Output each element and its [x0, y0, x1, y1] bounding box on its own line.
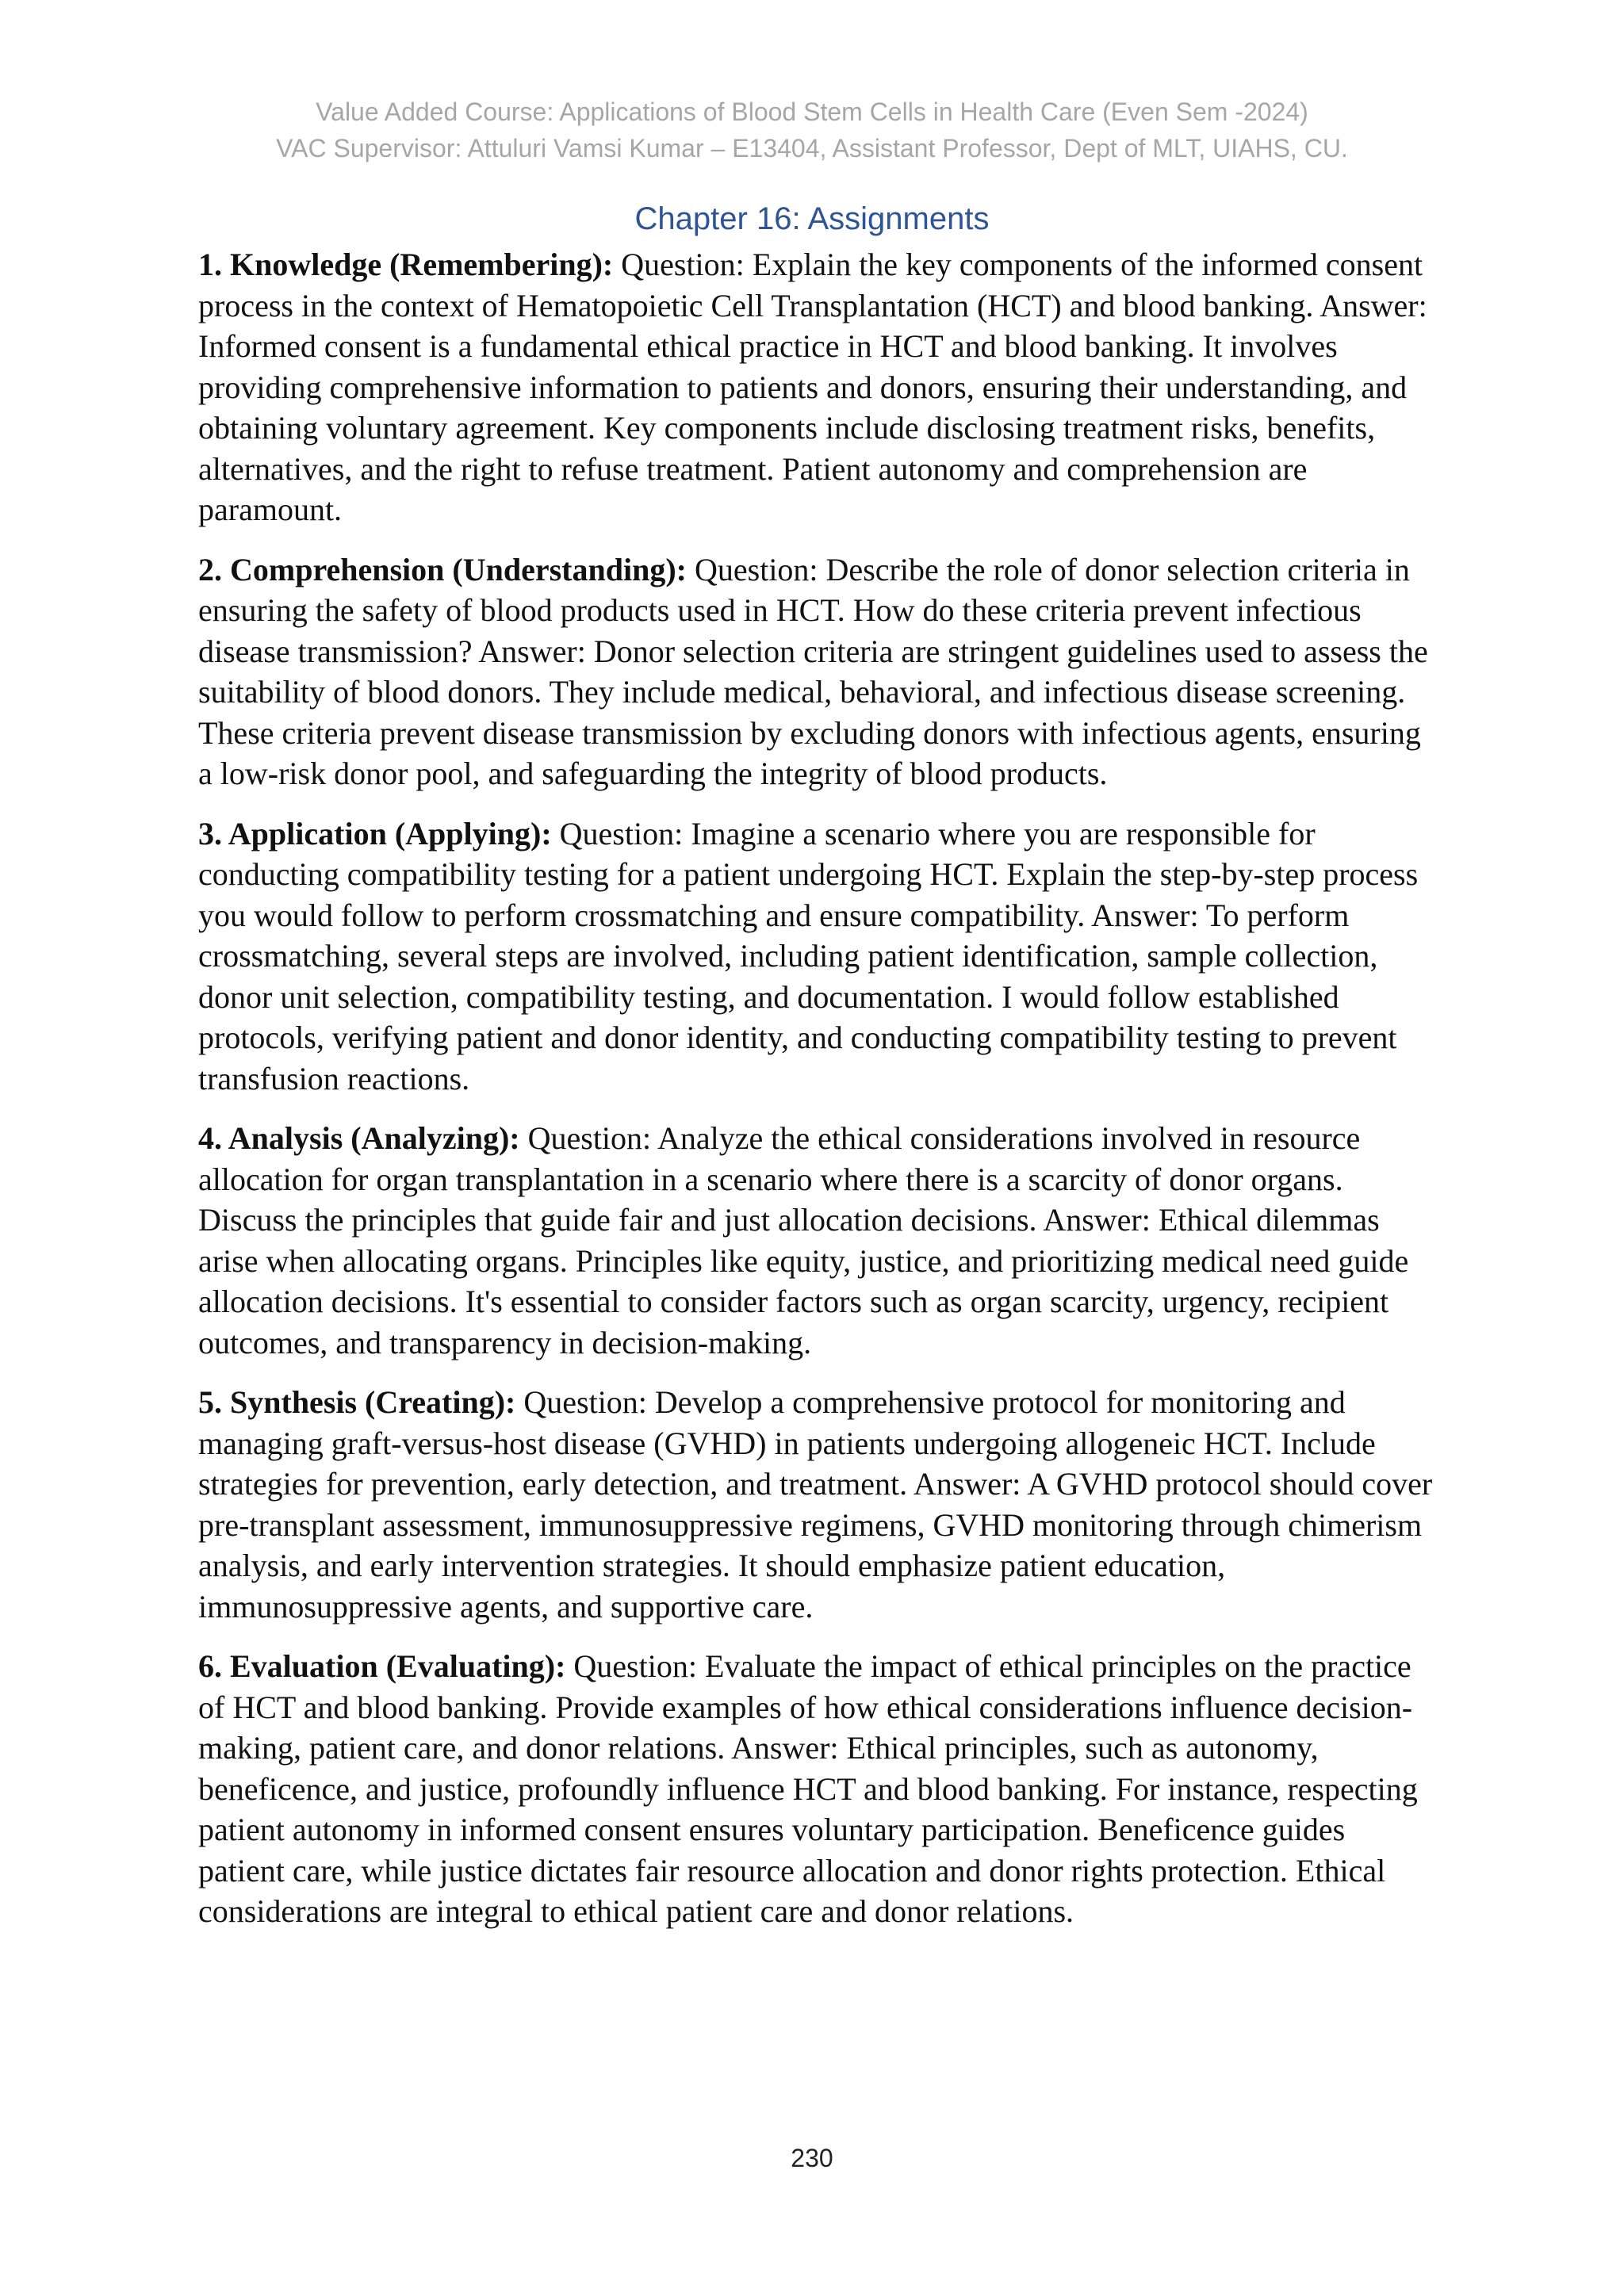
assignment-heading: 4. Analysis (Analyzing): — [198, 1120, 520, 1156]
assignment-item-evaluation — [198, 1646, 1435, 1932]
assignment-heading: 2. Comprehension (Understanding): — [198, 551, 687, 587]
assignment-item-application — [198, 813, 1435, 1100]
assignment-body: Question: Evaluate the impact of ethical principles on the practice of HCT and blood banking. Provide examples of how ethical considerations influence decision-making, patient care, and donor relations. Answer: Ethical principles, such as autonomy, beneficence, and justice, profoundly influence HCT and blood banking. For instance, respecting patient autonomy in informed consent ensures voluntary participation. Beneficence guides patient care, while justice dictates fair resource allocation and donor rights protection. Ethical considerations are integral to ethical patient care and donor relations. — [198, 1648, 1418, 1929]
assignment-heading: 1. Knowledge (Remembering): — [198, 247, 614, 282]
page-number: 230 — [791, 2144, 833, 2172]
assignment-list — [198, 244, 1435, 1951]
chapter-title: Chapter 16: Assignments — [634, 201, 990, 236]
assignment-body: Question: Develop a comprehensive protocol for monitoring and managing graft-versus-host disease (GVHD) in patients undergoing allogeneic HCT. Include strategies for prevention, early detection, and treatment. Answer: A GVHD protocol should cover pre-transplant assessment, immunosuppressive regimens, GVHD monitoring through chimerism analysis, and early intervention strategies. It should emphasize patient education, immunosuppressive agents, and supportive care. — [198, 1384, 1433, 1624]
header-course-line: Value Added Course: Applications of Blood Stem Cells in Health Care (Even Sem -2024) — [316, 98, 1308, 126]
assignment-body: Question: Analyze the ethical considerations involved in resource allocation for organ transplantation in a scenario where there is a scarcity of donor organs. Discuss the principles that guide fair and just allocation decisions. Answer: Ethical dilemmas arise when allocating organs. Principles like equity, justice, and prioritizing medical need guide allocation decisions. It's essential to consider factors such as organ scarcity, urgency, recipient outcomes, and transparency in decision-making. — [198, 1120, 1409, 1360]
assignment-body: Question: Explain the key components of the informed consent process in the context of Hematopoietic Cell Transplantation (HCT) and blood banking. Answer: Informed consent is a fundamental ethical practice in HCT and blood banking. It involves providing comprehensive information to patients and donors, ensuring their understanding, and obtaining voluntary agreement. Key components include disclosing treatment risks, benefits, alternatives, and the right to refuse treatment. Patient autonomy and comprehension are paramount. — [198, 247, 1427, 527]
assignment-item-synthesis — [198, 1382, 1435, 1627]
assignment-item-knowledge — [198, 244, 1435, 530]
assignment-body: Question: Imagine a scenario where you are responsible for conducting compatibility testing for a patient undergoing HCT. Explain the step-by-step process you would follow to perform crossmatching and ensure compatibility. Answer: To perform crossmatching, several steps are involved, including patient identification, sample collection, donor unit selection, compatibility testing, and documentation. I would follow established protocols, verifying patient and donor identity, and conducting compatibility testing to prevent transfusion reactions. — [198, 815, 1419, 1096]
assignment-heading: 5. Synthesis (Creating): — [198, 1384, 516, 1420]
running-header — [0, 94, 1624, 166]
header-supervisor-line: VAC Supervisor: Attuluri Vamsi Kumar – E13404, Assistant Professor, Dept of MLT, UIAHS, CU. — [276, 134, 1348, 163]
assignment-body: Question: Describe the role of donor selection criteria in ensuring the safety of blood products used in HCT. How do these criteria prevent infectious disease transmission? Answer: Donor selection criteria are stringent guidelines used to assess the suitability of blood donors. They include medical, behavioral, and infectious disease screening. These criteria prevent disease transmission by excluding donors with infectious agents, ensuring a low-risk donor pool, and safeguarding the integrity of blood products. — [198, 551, 1428, 791]
assignment-item-analysis — [198, 1118, 1435, 1363]
assignment-item-comprehension — [198, 549, 1435, 794]
assignment-heading: 6. Evaluation (Evaluating): — [198, 1648, 566, 1684]
assignment-heading: 3. Application (Applying): — [198, 815, 552, 851]
